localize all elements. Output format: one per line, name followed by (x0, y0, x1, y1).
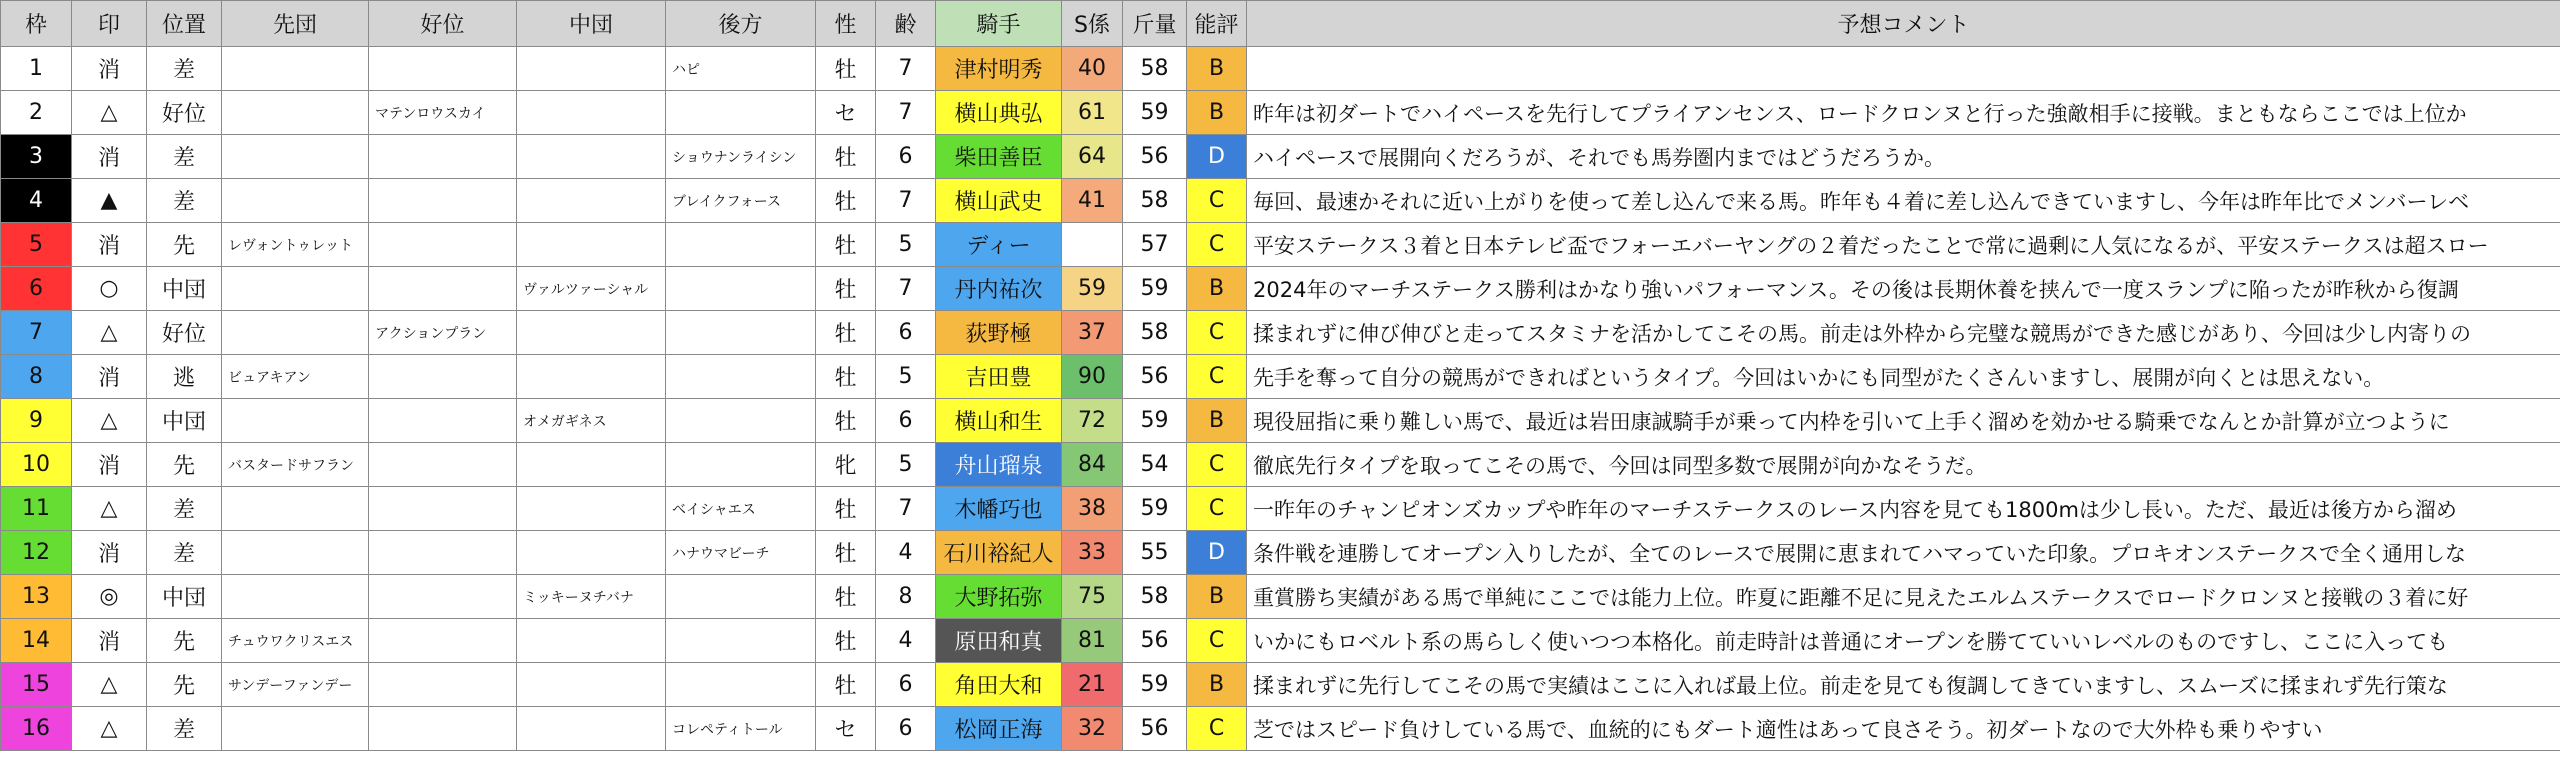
comment-cell: 先手を奪って自分の競馬ができればというタイプ。今回はいかにも同型がたくさんいますし、展開が向くとは思えない。 (1247, 355, 2560, 399)
table-row (1, 179, 2560, 223)
age-cell: 5 (876, 223, 936, 267)
koui-cell: マテンロウスカイ (369, 91, 517, 135)
waku-number-cell: 6 (1, 267, 72, 311)
mark-cell: △ (72, 399, 147, 443)
header-comment: 予想コメント (1247, 1, 2560, 47)
comment-cell: ハイペースで展開向くだろうが、それでも馬券圏内まではどうだろうか。 (1247, 135, 2560, 179)
sendan-cell: ビュアキアン (222, 355, 369, 399)
age-cell: 8 (876, 575, 936, 619)
sendan-cell (222, 91, 369, 135)
koui-cell (369, 663, 517, 707)
header-kouho: 後方 (666, 1, 816, 47)
mark-cell: △ (72, 707, 147, 751)
jockey-cell: 松岡正海 (936, 707, 1062, 751)
position-cell: 先 (147, 443, 222, 487)
koui-cell (369, 575, 517, 619)
weight-cell: 59 (1123, 399, 1187, 443)
chudan-cell (517, 443, 666, 487)
rating-cell: C (1187, 223, 1247, 267)
rating-cell: B (1187, 91, 1247, 135)
rating-cell: C (1187, 179, 1247, 223)
s-index-cell (1062, 223, 1123, 267)
sex-cell: 牡 (816, 311, 876, 355)
position-cell: 差 (147, 707, 222, 751)
weight-cell: 56 (1123, 135, 1187, 179)
kouho-cell: ブレイクフォース (666, 179, 816, 223)
waku-number-cell: 1 (1, 47, 72, 91)
position-cell: 好位 (147, 91, 222, 135)
kouho-cell: ハナウマビーチ (666, 531, 816, 575)
header-age: 齢 (876, 1, 936, 47)
sendan-cell (222, 531, 369, 575)
jockey-cell: 原田和真 (936, 619, 1062, 663)
sendan-cell (222, 179, 369, 223)
sex-cell: 牡 (816, 399, 876, 443)
comment-cell: 平安ステークス３着と日本テレビ盃でフォーエバーヤングの２着だったことで常に過剰に人気になるが、平安ステークスは超スロー (1247, 223, 2560, 267)
mark-cell: △ (72, 663, 147, 707)
position-cell: 差 (147, 135, 222, 179)
jockey-cell: 大野拓弥 (936, 575, 1062, 619)
sendan-cell: バスタードサフラン (222, 443, 369, 487)
table-row (1, 575, 2560, 619)
comment-cell: 一昨年のチャンピオンズカップや昨年のマーチステークスのレース内容を見ても1800mは少し長い。ただ、最近は後方から溜め (1247, 487, 2560, 531)
rating-cell: C (1187, 443, 1247, 487)
weight-cell: 59 (1123, 663, 1187, 707)
sex-cell: 牡 (816, 575, 876, 619)
sex-cell: 牝 (816, 443, 876, 487)
table-row (1, 663, 2560, 707)
waku-number-cell: 15 (1, 663, 72, 707)
s-index-cell: 64 (1062, 135, 1123, 179)
header-koui: 好位 (369, 1, 517, 47)
comment-cell: 徹底先行タイプを取ってこその馬で、今回は同型多数で展開が向かなそうだ。 (1247, 443, 2560, 487)
position-cell: 逃 (147, 355, 222, 399)
chudan-cell (517, 707, 666, 751)
age-cell: 6 (876, 663, 936, 707)
kouho-cell (666, 311, 816, 355)
position-cell: 中団 (147, 399, 222, 443)
age-cell: 5 (876, 355, 936, 399)
weight-cell: 54 (1123, 443, 1187, 487)
sex-cell: 牡 (816, 267, 876, 311)
jockey-cell: 荻野極 (936, 311, 1062, 355)
table-row (1, 91, 2560, 135)
sex-cell: 牡 (816, 355, 876, 399)
s-index-cell: 40 (1062, 47, 1123, 91)
s-index-cell: 61 (1062, 91, 1123, 135)
koui-cell (369, 47, 517, 91)
weight-cell: 57 (1123, 223, 1187, 267)
s-index-cell: 33 (1062, 531, 1123, 575)
waku-number-cell: 10 (1, 443, 72, 487)
sex-cell: 牡 (816, 487, 876, 531)
mark-cell: ○ (72, 267, 147, 311)
mark-cell: 消 (72, 47, 147, 91)
sendan-cell: サンデーファンデー (222, 663, 369, 707)
chudan-cell (517, 355, 666, 399)
chudan-cell: オメガギネス (517, 399, 666, 443)
koui-cell (369, 443, 517, 487)
weight-cell: 58 (1123, 47, 1187, 91)
age-cell: 6 (876, 707, 936, 751)
mark-cell: 消 (72, 223, 147, 267)
rating-cell: C (1187, 619, 1247, 663)
header-sendan: 先団 (222, 1, 369, 47)
age-cell: 5 (876, 443, 936, 487)
kouho-cell (666, 91, 816, 135)
header-jockey: 騎手 (936, 1, 1062, 47)
rating-cell: B (1187, 663, 1247, 707)
s-index-cell: 21 (1062, 663, 1123, 707)
sendan-cell (222, 267, 369, 311)
waku-number-cell: 7 (1, 311, 72, 355)
rating-cell: D (1187, 135, 1247, 179)
mark-cell: △ (72, 91, 147, 135)
age-cell: 6 (876, 135, 936, 179)
weight-cell: 59 (1123, 487, 1187, 531)
rating-cell: C (1187, 355, 1247, 399)
kouho-cell (666, 619, 816, 663)
waku-number-cell: 8 (1, 355, 72, 399)
position-cell: 差 (147, 179, 222, 223)
position-cell: 先 (147, 663, 222, 707)
sendan-cell (222, 399, 369, 443)
jockey-cell: 吉田豊 (936, 355, 1062, 399)
s-index-cell: 41 (1062, 179, 1123, 223)
weight-cell: 55 (1123, 531, 1187, 575)
header-s-index: S係 (1062, 1, 1123, 47)
kouho-cell (666, 399, 816, 443)
waku-number-cell: 2 (1, 91, 72, 135)
header-rating: 能評 (1187, 1, 1247, 47)
comment-cell: 条件戦を連勝してオープン入りしたが、全てのレースで展開に恵まれてハマっていた印象。プロキオンステークスで全く通用しな (1247, 531, 2560, 575)
rating-cell: B (1187, 267, 1247, 311)
s-index-cell: 81 (1062, 619, 1123, 663)
sendan-cell (222, 707, 369, 751)
rating-cell: D (1187, 531, 1247, 575)
mark-cell: 消 (72, 531, 147, 575)
waku-number-cell: 16 (1, 707, 72, 751)
waku-number-cell: 12 (1, 531, 72, 575)
jockey-cell: 横山典弘 (936, 91, 1062, 135)
koui-cell: アクションプラン (369, 311, 517, 355)
jockey-cell: 丹内祐次 (936, 267, 1062, 311)
koui-cell (369, 619, 517, 663)
chudan-cell (517, 179, 666, 223)
age-cell: 6 (876, 311, 936, 355)
table-row (1, 443, 2560, 487)
comment-cell: 現役屈指に乗り難しい馬で、最近は岩田康誠騎手が乗って内枠を引いて上手く溜めを効かせる騎乗でなんとか計算が立つように (1247, 399, 2560, 443)
jockey-cell: 角田大和 (936, 663, 1062, 707)
rating-cell: B (1187, 399, 1247, 443)
chudan-cell (517, 223, 666, 267)
weight-cell: 56 (1123, 619, 1187, 663)
kouho-cell (666, 575, 816, 619)
table-row (1, 487, 2560, 531)
mark-cell: 消 (72, 443, 147, 487)
mark-cell: ◎ (72, 575, 147, 619)
koui-cell (369, 487, 517, 531)
s-index-cell: 75 (1062, 575, 1123, 619)
jockey-cell: 横山武史 (936, 179, 1062, 223)
comment-cell: 芝ではスピード負けしている馬で、血統的にもダート適性はあって良さそう。初ダートなので大外枠も乗りやすい (1247, 707, 2560, 751)
koui-cell (369, 267, 517, 311)
mark-cell: 消 (72, 619, 147, 663)
s-index-cell: 59 (1062, 267, 1123, 311)
header-mark: 印 (72, 1, 147, 47)
jockey-cell: 石川裕紀人 (936, 531, 1062, 575)
kouho-cell (666, 223, 816, 267)
position-cell: 差 (147, 487, 222, 531)
age-cell: 4 (876, 619, 936, 663)
mark-cell: △ (72, 311, 147, 355)
s-index-cell: 72 (1062, 399, 1123, 443)
sex-cell: セ (816, 91, 876, 135)
s-index-cell: 84 (1062, 443, 1123, 487)
chudan-cell (517, 531, 666, 575)
header-row (1, 1, 2560, 47)
header-position: 位置 (147, 1, 222, 47)
header-waku: 枠 (1, 1, 72, 47)
chudan-cell (517, 663, 666, 707)
jockey-cell: 津村明秀 (936, 47, 1062, 91)
comment-cell: 揉まれずに伸び伸びと走ってスタミナを活かしてこその馬。前走は外枠から完璧な競馬ができた感じがあり、今回は少し内寄りの (1247, 311, 2560, 355)
sex-cell: 牡 (816, 531, 876, 575)
sex-cell: セ (816, 707, 876, 751)
kouho-cell (666, 267, 816, 311)
chudan-cell (517, 311, 666, 355)
koui-cell (369, 355, 517, 399)
rating-cell: C (1187, 487, 1247, 531)
waku-number-cell: 5 (1, 223, 72, 267)
header-weight: 斤量 (1123, 1, 1187, 47)
weight-cell: 59 (1123, 91, 1187, 135)
table-row (1, 619, 2560, 663)
weight-cell: 59 (1123, 267, 1187, 311)
position-cell: 先 (147, 223, 222, 267)
waku-number-cell: 13 (1, 575, 72, 619)
position-cell: 好位 (147, 311, 222, 355)
age-cell: 7 (876, 47, 936, 91)
table-row (1, 223, 2560, 267)
position-cell: 差 (147, 47, 222, 91)
weight-cell: 58 (1123, 179, 1187, 223)
sendan-cell: レヴォントゥレット (222, 223, 369, 267)
sex-cell: 牡 (816, 47, 876, 91)
waku-number-cell: 3 (1, 135, 72, 179)
weight-cell: 58 (1123, 575, 1187, 619)
jockey-cell: ディー (936, 223, 1062, 267)
position-cell: 差 (147, 531, 222, 575)
comment-cell: 重賞勝ち実績がある馬で単純にここでは能力上位。昨夏に距離不足に見えたエルムステークスでロードクロンヌと接戦の３着に好 (1247, 575, 2560, 619)
waku-number-cell: 11 (1, 487, 72, 531)
header-sex: 性 (816, 1, 876, 47)
sex-cell: 牡 (816, 223, 876, 267)
chudan-cell: ヴァルツァーシャル (517, 267, 666, 311)
age-cell: 7 (876, 91, 936, 135)
weight-cell: 56 (1123, 355, 1187, 399)
table-row (1, 267, 2560, 311)
sendan-cell (222, 487, 369, 531)
koui-cell (369, 223, 517, 267)
table-row (1, 531, 2560, 575)
table-row (1, 135, 2560, 179)
koui-cell (369, 399, 517, 443)
jockey-cell: 舟山瑠泉 (936, 443, 1062, 487)
jockey-cell: 柴田善臣 (936, 135, 1062, 179)
chudan-cell (517, 487, 666, 531)
rating-cell: B (1187, 575, 1247, 619)
mark-cell: △ (72, 487, 147, 531)
s-index-cell: 32 (1062, 707, 1123, 751)
koui-cell (369, 179, 517, 223)
table-row (1, 355, 2560, 399)
age-cell: 7 (876, 179, 936, 223)
table-body (1, 47, 2560, 751)
s-index-cell: 90 (1062, 355, 1123, 399)
comment-cell: 毎回、最速かそれに近い上がりを使って差し込んで来る馬。昨年も４着に差し込んできていますし、今年は昨年比でメンバーレベ (1247, 179, 2560, 223)
position-cell: 中団 (147, 267, 222, 311)
sex-cell: 牡 (816, 663, 876, 707)
kouho-cell: ハピ (666, 47, 816, 91)
table-row (1, 311, 2560, 355)
kouho-cell: コレペティトール (666, 707, 816, 751)
sendan-cell (222, 135, 369, 179)
weight-cell: 56 (1123, 707, 1187, 751)
sendan-cell: チュウワクリスエス (222, 619, 369, 663)
s-index-cell: 37 (1062, 311, 1123, 355)
sendan-cell (222, 575, 369, 619)
age-cell: 7 (876, 487, 936, 531)
koui-cell (369, 531, 517, 575)
table-row (1, 399, 2560, 443)
comment-cell: 揉まれずに先行してこその馬で実績はここに入れば最上位。前走を見ても復調してきていますし、スムーズに揉まれず先行策な (1247, 663, 2560, 707)
sendan-cell (222, 311, 369, 355)
age-cell: 7 (876, 267, 936, 311)
chudan-cell (517, 135, 666, 179)
weight-cell: 58 (1123, 311, 1187, 355)
kouho-cell: ショウナンライシン (666, 135, 816, 179)
rating-cell: C (1187, 311, 1247, 355)
waku-number-cell: 14 (1, 619, 72, 663)
sex-cell: 牡 (816, 135, 876, 179)
waku-number-cell: 9 (1, 399, 72, 443)
mark-cell: 消 (72, 135, 147, 179)
rating-cell: C (1187, 707, 1247, 751)
comment-cell: いかにもロベルト系の馬らしく使いつつ本格化。前走時計は普通にオープンを勝てていいレベルのものですし、ここに入っても (1247, 619, 2560, 663)
jockey-cell: 横山和生 (936, 399, 1062, 443)
sex-cell: 牡 (816, 179, 876, 223)
kouho-cell: ベイシャエス (666, 487, 816, 531)
age-cell: 4 (876, 531, 936, 575)
header-chudan: 中団 (517, 1, 666, 47)
rating-cell: B (1187, 47, 1247, 91)
comment-cell (1247, 47, 2560, 91)
chudan-cell (517, 47, 666, 91)
chudan-cell (517, 619, 666, 663)
s-index-cell: 38 (1062, 487, 1123, 531)
position-cell: 先 (147, 619, 222, 663)
table-row (1, 707, 2560, 751)
comment-cell: 昨年は初ダートでハイペースを先行してプライアンセンス、ロードクロンヌと行った強敵相手に接戦。まともならここでは上位か (1247, 91, 2560, 135)
sendan-cell (222, 47, 369, 91)
chudan-cell (517, 91, 666, 135)
mark-cell: 消 (72, 355, 147, 399)
koui-cell (369, 135, 517, 179)
jockey-cell: 木幡巧也 (936, 487, 1062, 531)
waku-number-cell: 4 (1, 179, 72, 223)
comment-cell: 2024年のマーチステークス勝利はかなり強いパフォーマンス。その後は長期休養を挟んで一度スランプに陥ったが昨秋から復調 (1247, 267, 2560, 311)
kouho-cell (666, 443, 816, 487)
table-row (1, 47, 2560, 91)
sex-cell: 牡 (816, 619, 876, 663)
mark-cell: ▲ (72, 179, 147, 223)
koui-cell (369, 707, 517, 751)
chudan-cell: ミッキーヌチバナ (517, 575, 666, 619)
age-cell: 6 (876, 399, 936, 443)
position-cell: 中団 (147, 575, 222, 619)
kouho-cell (666, 663, 816, 707)
kouho-cell (666, 355, 816, 399)
